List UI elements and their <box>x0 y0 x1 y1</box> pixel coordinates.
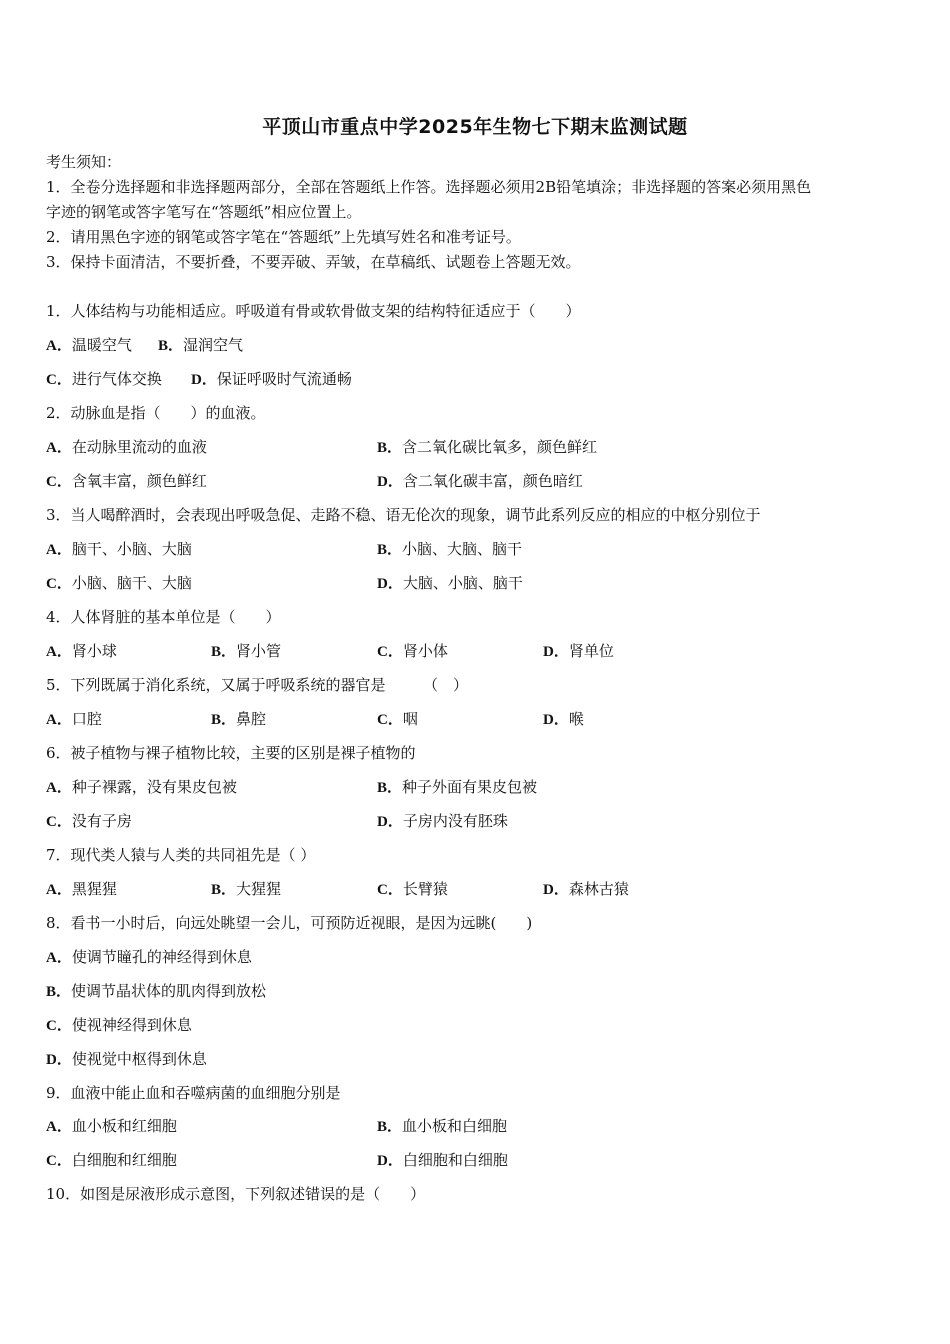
notice-item: 1．全卷分选择题和非选择题两部分，全部在答题纸上作答。选择题必须用2B铅笔填涂；非选择题的答案必须用黑色 <box>46 178 812 196</box>
notice-item: 3．保持卡面清洁，不要折叠，不要弄破、弄皱，在草稿纸、试题卷上答题无效。 <box>46 253 581 271</box>
option-b: B．血小板和白细胞 <box>377 1117 508 1135</box>
option-a: A．黑猩猩 <box>46 880 117 898</box>
option-c: C．进行气体交换 <box>46 370 162 388</box>
question-stem: 4．人体肾脏的基本单位是（ ） <box>46 608 281 626</box>
option-c: C．小脑、脑干、大脑 <box>46 574 192 592</box>
option-d: D．白细胞和白细胞 <box>377 1151 508 1169</box>
question-stem: 5．下列既属于消化系统，又属于呼吸系统的器官是 （ ） <box>46 676 469 694</box>
option-d: D．喉 <box>543 710 584 728</box>
option-c: C．含氧丰富，颜色鲜红 <box>46 472 207 490</box>
exam-title: 平顶山市重点中学2025年生物七下期末监测试题 <box>262 116 688 138</box>
option-a: A．种子裸露，没有果皮包被 <box>46 778 237 796</box>
option-c: C．肾小体 <box>377 642 448 660</box>
question-stem: 7．现代类人猿与人类的共同祖先是（ ） <box>46 846 316 864</box>
option-b: B．含二氧化碳比氧多，颜色鲜红 <box>377 438 598 456</box>
question-stem: 10．如图是尿液形成示意图，下列叙述错误的是（ ） <box>46 1185 426 1203</box>
option-c: C．没有子房 <box>46 812 132 830</box>
notice-item: 字迹的钢笔或答字笔写在“答题纸”相应位置上。 <box>46 203 362 221</box>
option-a: A．使调节瞳孔的神经得到休息 <box>46 948 252 966</box>
option-d: D．使视觉中枢得到休息 <box>46 1050 207 1068</box>
option-c: C．白细胞和红细胞 <box>46 1151 177 1169</box>
option-c: C．咽 <box>377 710 418 728</box>
option-b: B．肾小管 <box>211 642 282 660</box>
option-d: D．肾单位 <box>543 642 614 660</box>
question-stem: 2．动脉血是指（ ）的血液。 <box>46 404 266 422</box>
question-stem: 1．人体结构与功能相适应。呼吸道有骨或软骨做支架的结构特征适应于（ ） <box>46 302 581 320</box>
question-stem: 6．被子植物与裸子植物比较，主要的区别是裸子植物的 <box>46 744 416 762</box>
option-b: B．鼻腔 <box>211 710 267 728</box>
option-c: C．使视神经得到休息 <box>46 1016 192 1034</box>
option-a: A．温暖空气 <box>46 336 132 354</box>
option-d: D．含二氧化碳丰富，颜色暗红 <box>377 472 583 490</box>
option-b: B．湿润空气 <box>158 336 244 354</box>
question-stem: 3．当人喝醉酒时，会表现出呼吸急促、走路不稳、语无伦次的现象，调节此系列反应的相应的中枢分别位于 <box>46 506 761 524</box>
option-d: D．保证呼吸时气流通畅 <box>191 370 352 388</box>
notice-heading: 考生须知： <box>46 153 122 171</box>
question-stem: 9．血液中能止血和吞噬病菌的血细胞分别是 <box>46 1084 341 1102</box>
notice-item: 2．请用黑色字迹的钢笔或答字笔在“答题纸”上先填写姓名和准考证号。 <box>46 228 521 246</box>
option-a: A．脑干、小脑、大脑 <box>46 540 192 558</box>
option-b: B．使调节晶状体的肌肉得到放松 <box>46 982 267 1000</box>
question-stem: 8．看书一小时后，向远处眺望一会儿，可预防近视眼，是因为远眺( ) <box>46 914 533 932</box>
option-b: B．小脑、大脑、脑干 <box>377 540 523 558</box>
option-d: D．大脑、小脑、脑干 <box>377 574 523 592</box>
option-a: A．肾小球 <box>46 642 117 660</box>
option-b: B．大猩猩 <box>211 880 282 898</box>
option-a: A．血小板和红细胞 <box>46 1117 177 1135</box>
option-c: C．长臂猿 <box>377 880 448 898</box>
option-d: D．森林古猿 <box>543 880 629 898</box>
option-a: A．在动脉里流动的血液 <box>46 438 207 456</box>
option-a: A．口腔 <box>46 710 102 728</box>
option-d: D．子房内没有胚珠 <box>377 812 508 830</box>
option-b: B．种子外面有果皮包被 <box>377 778 538 796</box>
